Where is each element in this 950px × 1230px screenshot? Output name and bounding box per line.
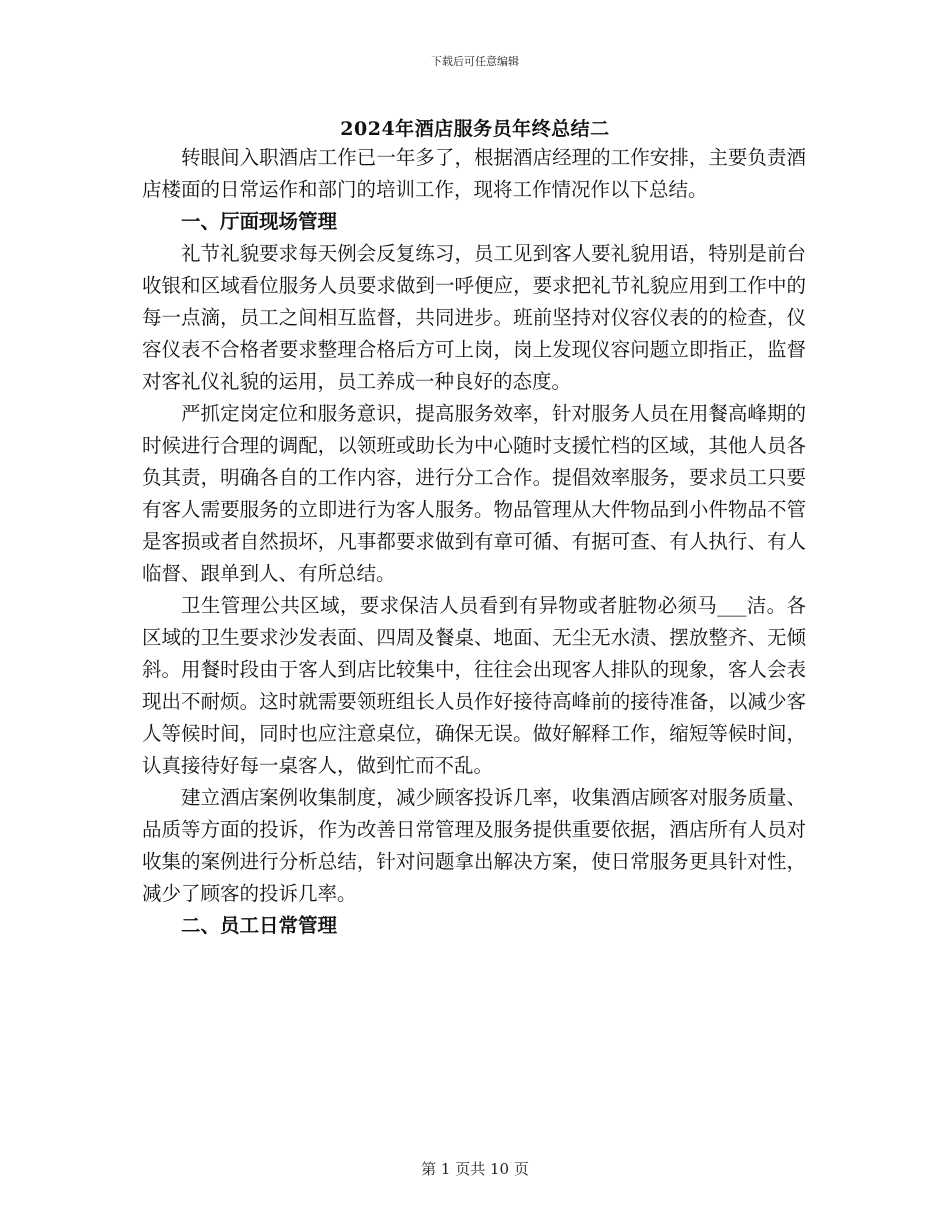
- section-heading-2: 二、员工日常管理: [181, 914, 338, 937]
- paragraph-hygiene: 卫生管理公共区域，要求保洁人员看到有异物或者脏物必须马___洁。各区域的卫生要求沙发表面、四周及餐桌、地面、无尘无水渍、摆放整齐、无倾斜。用餐时段由于客人到店比较集中，往往会出现客人排队的现象，客人会表现出不耐烦。这时就需要领班组长人员作好接待高峰前的接待准备，以减少客人等候时间，同时也应注意桌位，确保无误。做好解释工作，缩短等候时间，认真接待好每一桌客人，做到忙而不乱。: [142, 594, 806, 777]
- intro-paragraph: 转眼间入职酒店工作已一年多了，根据酒店经理的工作安排，主要负责酒店楼面的日常运作和部门的培训工作，现将工作情况作以下总结。: [142, 146, 806, 201]
- page-header-note: 下载后可任意编辑: [431, 55, 519, 68]
- section-heading-1: 一、厅面现场管理: [181, 210, 338, 233]
- page-footer: 第 1 页共 10 页: [421, 1160, 529, 1178]
- document-title: 2024年酒店服务员年终总结二: [340, 118, 610, 140]
- paragraph-service-efficiency: 严抓定岗定位和服务意识，提高服务效率，针对服务人员在用餐高峰期的时候进行合理的调配，以领班或助长为中心随时支援忙档的区域，其他人员各负其责，明确各自的工作内容，进行分工合作。提倡效率服务，要求员工只要有客人需要服务的立即进行为客人服务。物品管理从大件物品到小件物品不管是客损或者自然损坏，凡事都要求做到有章可循、有据可查、有人执行、有人临督、跟单到人、有所总结。: [142, 402, 806, 585]
- paragraph-case-collection: 建立酒店案例收集制度，减少顾客投诉几率，收集酒店顾客对服务质量、品质等方面的投诉，作为改善日常管理及服务提供重要依据，酒店所有人员对收集的案例进行分析总结，针对问题拿出解决方案，使日常服务更具针对性，减少了顾客的投诉几率。: [142, 786, 806, 905]
- paragraph-etiquette: 礼节礼貌要求每天例会反复练习，员工见到客人要礼貌用语，特别是前台收银和区域看位服务人员要求做到一呼便应，要求把礼节礼貌应用到工作中的每一点滴，员工之间相互监督，共同进步。班前坚持对仪容仪表的的检查，仪容仪表不合格者要求整理合格后方可上岗，岗上发现仪容问题立即指正，监督对客礼仪礼貌的运用，员工养成一种良好的态度。: [142, 242, 806, 393]
- document-body: [142, 142, 806, 942]
